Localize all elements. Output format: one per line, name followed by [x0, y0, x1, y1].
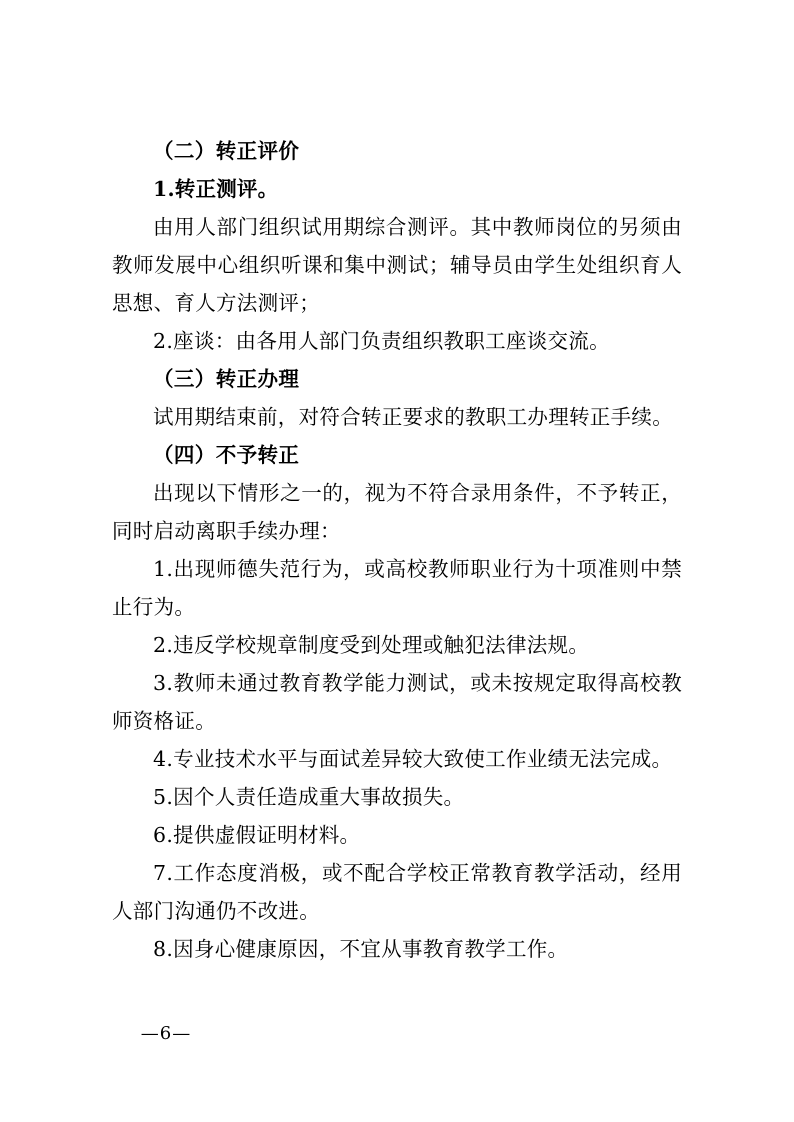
paragraph-denial-item-2: 2.违反学校规章制度受到处理或触犯法律法规。 — [153, 633, 590, 657]
paragraph-denial-item-7: 7.工作态度消极，或不配合学校正常教育教学活动，经用人部门沟通仍不改进。 — [112, 861, 682, 923]
page-number: —6— — [140, 1023, 192, 1044]
document-body — [112, 132, 682, 968]
paragraph-denial-item-1: 1.出现师德失范行为，或高校教师职业行为十项准则中禁止行为。 — [112, 557, 682, 619]
paragraph-evaluation-detail: 由用人部门组织试用期综合测评。其中教师岗位的另须由教师发展中心组织听课和集中测试；辅导员由学生处组织育人思想、育人方法测评； — [112, 215, 682, 315]
paragraph-symposium: 2.座谈：由各用人部门负责组织教职工座谈交流。 — [153, 329, 610, 353]
page-footer — [0, 1023, 794, 1044]
section-heading-4: （四）不予转正 — [153, 443, 300, 467]
section-heading-2: （二）转正评价 — [153, 139, 300, 163]
paragraph-denial-intro: 出现以下情形之一的，视为不符合录用条件，不予转正，同时启动离职手续办理： — [112, 481, 682, 543]
paragraph-denial-item-5: 5.因个人责任造成重大事故损失。 — [153, 785, 465, 809]
subsection-heading-1: 1.转正测评。 — [153, 177, 279, 201]
paragraph-denial-item-6: 6.提供虚假证明材料。 — [153, 823, 361, 847]
paragraph-denial-item-4: 4.专业技术水平与面试差异较大致使工作业绩无法完成。 — [153, 747, 673, 771]
section-heading-3: （三）转正办理 — [153, 367, 300, 391]
paragraph-regularization-procedure: 试用期结束前，对符合转正要求的教职工办理转正手续。 — [153, 405, 673, 429]
paragraph-denial-item-8: 8.因身心健康原因，不宜从事教育教学工作。 — [153, 937, 569, 961]
paragraph-denial-item-3: 3.教师未通过教育教学能力测试，或未按规定取得高校教师资格证。 — [112, 671, 682, 733]
